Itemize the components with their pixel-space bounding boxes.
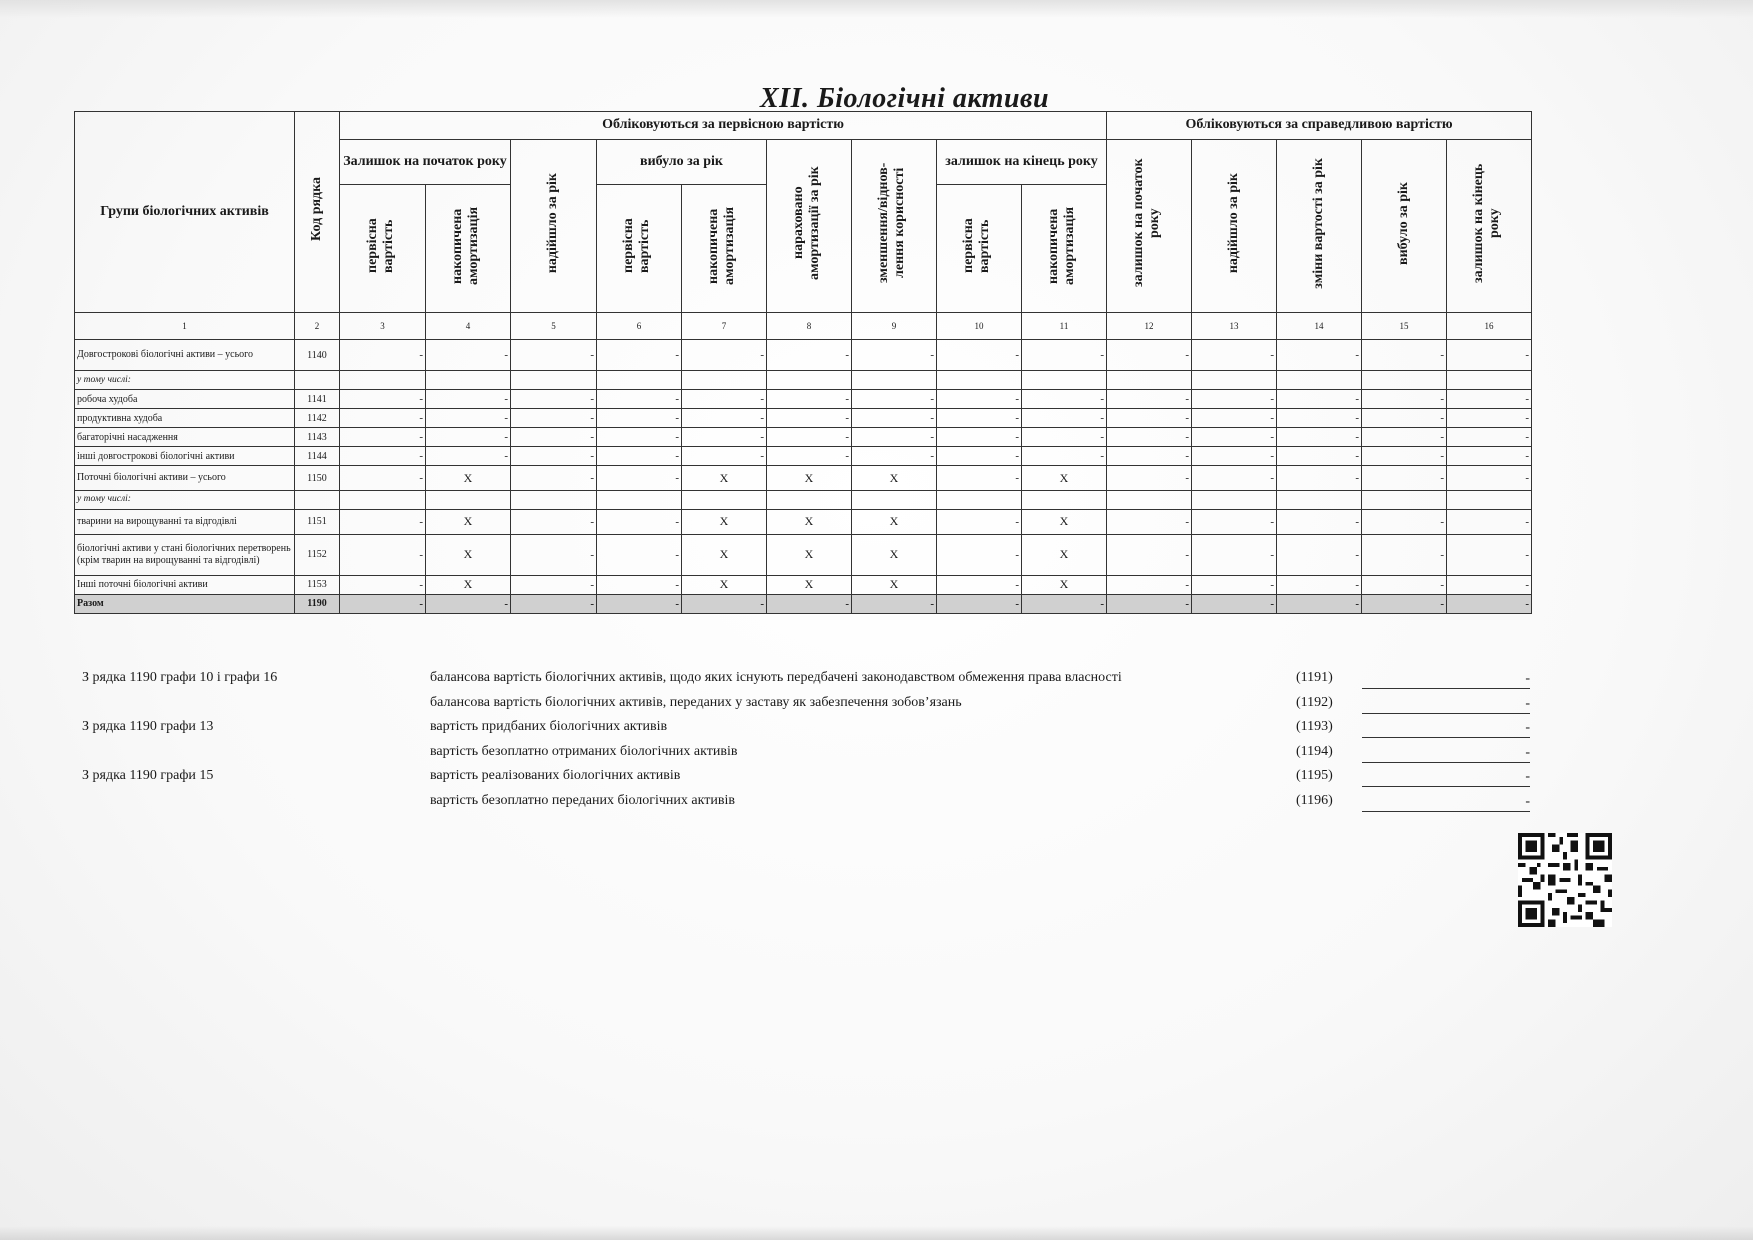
table-cell: - <box>1022 447 1107 466</box>
table-cell: - <box>1107 409 1192 428</box>
row-code: 1190 <box>295 594 340 613</box>
table-cell: - <box>426 428 511 447</box>
row-code <box>295 371 340 390</box>
table-cell: - <box>682 409 767 428</box>
note-row <box>82 744 1532 764</box>
header-fair-value: Обліковуються за справедливою вартістю <box>1107 112 1532 140</box>
table-cell: - <box>937 409 1022 428</box>
colnum: 14 <box>1277 313 1362 340</box>
table-cell: - <box>1192 509 1277 534</box>
header-impairment: зменшення/віднов-лення корисності <box>852 140 937 313</box>
table-cell: - <box>426 447 511 466</box>
page-title: XII. Біологічні активи <box>760 83 1050 114</box>
table-cell <box>340 371 426 390</box>
table-cell: - <box>1447 447 1532 466</box>
table-cell <box>852 490 937 509</box>
colnum: 9 <box>852 313 937 340</box>
table-cell: - <box>1362 409 1447 428</box>
table-cell <box>682 490 767 509</box>
colnum: 5 <box>511 313 597 340</box>
table-cell: - <box>1447 340 1532 371</box>
table-row <box>75 409 1532 428</box>
table-cell: Х <box>426 534 511 575</box>
row-label: тварини на вирощуванні та відгодівлі <box>75 509 295 534</box>
header-initial-value-start: первісна вартість <box>340 185 426 313</box>
table-row <box>75 509 1532 534</box>
table-cell: - <box>1107 575 1192 594</box>
table-cell: - <box>597 509 682 534</box>
table-cell: Х <box>852 534 937 575</box>
table-cell: - <box>597 575 682 594</box>
table-cell: - <box>1277 575 1362 594</box>
table-cell: - <box>682 447 767 466</box>
table-cell <box>1022 490 1107 509</box>
table-cell: - <box>767 390 852 409</box>
table-cell: - <box>1192 534 1277 575</box>
biological-assets-table <box>74 111 1532 614</box>
row-label: Поточні біологічні активи – усього <box>75 466 295 491</box>
header-disposed: вибуло за рік <box>597 140 767 185</box>
header-balance-start: Залишок на початок року <box>340 140 511 185</box>
table-cell: Х <box>426 466 511 491</box>
table-cell: - <box>1277 340 1362 371</box>
table-cell: - <box>1107 509 1192 534</box>
table-cell: - <box>426 409 511 428</box>
table-cell: - <box>852 594 937 613</box>
header-initial-cost: Обліковуються за первісною вартістю <box>340 112 1107 140</box>
colnum: 16 <box>1447 313 1532 340</box>
table-cell: - <box>511 509 597 534</box>
colnum: 8 <box>767 313 852 340</box>
colnum: 7 <box>682 313 767 340</box>
table-cell: - <box>767 594 852 613</box>
table-cell: - <box>1362 390 1447 409</box>
table-cell: - <box>1447 428 1532 447</box>
row-label: у тому числі: <box>75 371 295 390</box>
note-source: З рядка 1190 графи 10 і графи 16 <box>82 670 278 685</box>
table-cell: - <box>1447 594 1532 613</box>
table-cell: - <box>340 575 426 594</box>
table-row <box>75 575 1532 594</box>
row-code: 1152 <box>295 534 340 575</box>
table-cell: Х <box>426 575 511 594</box>
table-cell <box>937 371 1022 390</box>
note-description: вартість придбаних біологічних активів <box>430 719 668 734</box>
table-cell <box>767 490 852 509</box>
table-cell: - <box>852 340 937 371</box>
colnum: 15 <box>1362 313 1447 340</box>
table-cell: - <box>1022 390 1107 409</box>
table-cell: - <box>597 390 682 409</box>
table-cell: Х <box>1022 509 1107 534</box>
note-description: балансова вартість біологічних активів, переданих у заставу як забезпечення зобов’язань <box>430 694 962 710</box>
table-cell: - <box>511 390 597 409</box>
table-cell: - <box>597 466 682 491</box>
table-cell: - <box>1192 575 1277 594</box>
table-cell <box>1447 371 1532 390</box>
header-fv-balance-start: залишок на початок року <box>1107 140 1192 313</box>
table-row <box>75 447 1532 466</box>
table-row <box>75 390 1532 409</box>
table-cell: - <box>937 390 1022 409</box>
table-cell: - <box>340 428 426 447</box>
header-depreciation: нараховано амортизації за рік <box>767 140 852 313</box>
table-cell: Х <box>1022 575 1107 594</box>
table-cell: - <box>852 409 937 428</box>
table-cell: - <box>511 466 597 491</box>
note-value[interactable]: - <box>1362 744 1530 763</box>
row-label: Разом <box>75 594 295 613</box>
note-source: З рядка 1190 графи 15 <box>82 768 214 783</box>
table-row <box>75 340 1532 371</box>
table-cell: - <box>340 509 426 534</box>
table-cell <box>1362 490 1447 509</box>
table-cell: Х <box>852 509 937 534</box>
header-initial-value-end: первісна вартість <box>937 185 1022 313</box>
table-cell: - <box>1447 390 1532 409</box>
table-cell: - <box>1192 428 1277 447</box>
table-cell: - <box>682 340 767 371</box>
table-cell <box>1192 490 1277 509</box>
row-code: 1140 <box>295 340 340 371</box>
table-cell: - <box>597 428 682 447</box>
table-cell: - <box>767 409 852 428</box>
table-cell: - <box>1022 340 1107 371</box>
row-code: 1153 <box>295 575 340 594</box>
table-cell: - <box>1192 390 1277 409</box>
table-cell: - <box>1107 390 1192 409</box>
table-cell: - <box>1022 428 1107 447</box>
table-cell: - <box>767 340 852 371</box>
note-row <box>82 793 1532 813</box>
scan-shadow-bottom <box>0 1226 1753 1240</box>
table-cell: - <box>340 409 426 428</box>
note-row <box>82 695 1532 715</box>
table-cell: - <box>1362 447 1447 466</box>
table-cell: - <box>1447 534 1532 575</box>
header-initial-value-disposed: первісна вартість <box>597 185 682 313</box>
note-description: вартість реалізованих біологічних активів <box>430 768 681 783</box>
table-cell <box>1277 371 1362 390</box>
row-label: продуктивна худоба <box>75 409 295 428</box>
table-cell: - <box>340 390 426 409</box>
table-cell: Х <box>426 509 511 534</box>
table-cell: - <box>511 594 597 613</box>
table-cell: - <box>1362 534 1447 575</box>
table-cell <box>767 371 852 390</box>
table-cell: - <box>937 594 1022 613</box>
note-value[interactable]: - <box>1362 670 1530 689</box>
table-cell: - <box>1107 340 1192 371</box>
table-cell: - <box>1277 409 1362 428</box>
table-cell: - <box>1107 466 1192 491</box>
note-code: (1192) <box>1296 694 1333 710</box>
table-cell: - <box>597 340 682 371</box>
note-row <box>82 768 1532 788</box>
table-cell: - <box>767 447 852 466</box>
table-cell: - <box>1277 428 1362 447</box>
table-cell <box>340 490 426 509</box>
colnum: 3 <box>340 313 426 340</box>
row-label: Інші поточні біологічні активи <box>75 575 295 594</box>
table-cell: - <box>1277 509 1362 534</box>
table-cell: Х <box>682 534 767 575</box>
table-cell <box>937 490 1022 509</box>
column-numbers-row <box>75 313 1532 340</box>
table-cell <box>1107 490 1192 509</box>
row-code: 1141 <box>295 390 340 409</box>
colnum: 2 <box>295 313 340 340</box>
table-cell: - <box>682 390 767 409</box>
header-fv-received: надійшло за рік <box>1192 140 1277 313</box>
table-cell: - <box>852 428 937 447</box>
table-cell: - <box>597 594 682 613</box>
row-label: багаторічні насадження <box>75 428 295 447</box>
table-cell: - <box>1362 428 1447 447</box>
table-cell: - <box>937 340 1022 371</box>
table-cell: - <box>1107 534 1192 575</box>
scan-shadow-top <box>0 0 1753 18</box>
table-cell: - <box>1192 447 1277 466</box>
colnum: 6 <box>597 313 682 340</box>
table-cell <box>1277 490 1362 509</box>
table-cell <box>426 371 511 390</box>
header-accum-depr-disposed: накопичена амортизація <box>682 185 767 313</box>
row-code: 1144 <box>295 447 340 466</box>
table-cell <box>426 490 511 509</box>
table-cell: Х <box>767 534 852 575</box>
table-cell: - <box>1362 466 1447 491</box>
table-cell: - <box>852 447 937 466</box>
row-code: 1143 <box>295 428 340 447</box>
table-cell: - <box>511 428 597 447</box>
table-cell: - <box>511 534 597 575</box>
table-cell: - <box>426 340 511 371</box>
note-description: вартість безоплатно переданих біологічних активів <box>430 792 735 808</box>
table-cell: - <box>340 340 426 371</box>
table-cell: - <box>937 447 1022 466</box>
note-description: вартість безоплатно отриманих біологічних активів <box>430 743 738 759</box>
row-label: біологічні активи у стані біологічних перетворень (крім тварин на вирощуванні та відгодівлі) <box>75 534 295 575</box>
table-cell: - <box>1277 534 1362 575</box>
table-cell <box>511 371 597 390</box>
table-cell: - <box>1277 447 1362 466</box>
table-row <box>75 371 1532 390</box>
note-code: (1195) <box>1296 768 1333 783</box>
table-cell <box>852 371 937 390</box>
note-value[interactable]: - <box>1362 695 1530 714</box>
table-cell: - <box>1362 594 1447 613</box>
table-cell <box>1447 490 1532 509</box>
note-row <box>82 719 1532 739</box>
table-cell: - <box>340 534 426 575</box>
header-fv-disposed: вибуло за рік <box>1362 140 1447 313</box>
table-cell <box>511 490 597 509</box>
table-cell: - <box>1277 466 1362 491</box>
table-cell: Х <box>767 575 852 594</box>
note-description: балансова вартість біологічних активів, щодо яких існують передбачені законодавством обмеження права власності <box>430 670 1122 685</box>
table-cell: - <box>937 509 1022 534</box>
table-row <box>75 428 1532 447</box>
table-cell: - <box>1277 594 1362 613</box>
table-cell: - <box>1447 466 1532 491</box>
header-balance-end: залишок на кінець року <box>937 140 1107 185</box>
table-cell: - <box>852 390 937 409</box>
table-cell: Х <box>767 509 852 534</box>
table-cell: - <box>340 466 426 491</box>
table-cell <box>597 490 682 509</box>
table-cell: Х <box>1022 466 1107 491</box>
table-cell <box>597 371 682 390</box>
note-code: (1193) <box>1296 719 1333 734</box>
colnum: 1 <box>75 313 295 340</box>
table-cell: - <box>597 409 682 428</box>
table-cell: - <box>1277 390 1362 409</box>
note-code: (1194) <box>1296 743 1333 759</box>
table-cell: - <box>340 447 426 466</box>
note-value[interactable]: - <box>1362 719 1530 738</box>
colnum: 12 <box>1107 313 1192 340</box>
table-cell: - <box>1192 594 1277 613</box>
table-row <box>75 594 1532 613</box>
table-cell: Х <box>682 466 767 491</box>
note-value[interactable]: - <box>1362 793 1530 812</box>
table-row <box>75 490 1532 509</box>
table-cell: - <box>1447 409 1532 428</box>
table-cell: - <box>1362 575 1447 594</box>
table-cell: - <box>1192 340 1277 371</box>
header-code: Код рядка <box>295 112 340 313</box>
table-cell: Х <box>852 466 937 491</box>
table-cell: Х <box>767 466 852 491</box>
colnum: 11 <box>1022 313 1107 340</box>
table-cell: - <box>1022 409 1107 428</box>
row-label: у тому числі: <box>75 490 295 509</box>
table-cell: - <box>340 594 426 613</box>
note-source: З рядка 1190 графи 13 <box>82 719 214 734</box>
header-fv-changes: зміни вартості за рік <box>1277 140 1362 313</box>
table-cell: - <box>1362 340 1447 371</box>
row-label: робоча худоба <box>75 390 295 409</box>
header-groups: Групи біологічних активів <box>75 112 295 313</box>
table-cell: - <box>1192 409 1277 428</box>
table-cell: - <box>1107 447 1192 466</box>
colnum: 10 <box>937 313 1022 340</box>
table-cell: - <box>511 447 597 466</box>
table-cell: Х <box>682 575 767 594</box>
table-cell: - <box>511 340 597 371</box>
row-label: інші довгострокові біологічні активи <box>75 447 295 466</box>
table-cell: Х <box>1022 534 1107 575</box>
row-code: 1142 <box>295 409 340 428</box>
row-code <box>295 490 340 509</box>
table-cell: Х <box>682 509 767 534</box>
table-cell <box>682 371 767 390</box>
table-cell: Х <box>852 575 937 594</box>
table-cell <box>1362 371 1447 390</box>
table-cell: - <box>511 575 597 594</box>
note-code: (1191) <box>1296 670 1333 685</box>
table-cell: - <box>937 466 1022 491</box>
table-row <box>75 534 1532 575</box>
table-cell: - <box>1107 594 1192 613</box>
table-cell: - <box>767 428 852 447</box>
table-cell: - <box>426 390 511 409</box>
header-received: надійшло за рік <box>511 140 597 313</box>
table-cell: - <box>937 428 1022 447</box>
note-row <box>82 670 1532 690</box>
table-cell: - <box>937 575 1022 594</box>
header-accum-depr-start: накопичена амортизація <box>426 185 511 313</box>
table-cell: - <box>1107 428 1192 447</box>
table-cell: - <box>1362 509 1447 534</box>
table-cell <box>1022 371 1107 390</box>
table-cell: - <box>426 594 511 613</box>
table-cell: - <box>1192 466 1277 491</box>
table-cell: - <box>937 534 1022 575</box>
row-code: 1150 <box>295 466 340 491</box>
note-value[interactable]: - <box>1362 768 1530 787</box>
qr-code-icon <box>1518 833 1612 927</box>
row-label: Довгострокові біологічні активи – усього <box>75 340 295 371</box>
table-cell <box>1192 371 1277 390</box>
note-code: (1196) <box>1296 792 1333 808</box>
table-cell: - <box>597 447 682 466</box>
table-cell: - <box>1447 509 1532 534</box>
colnum: 13 <box>1192 313 1277 340</box>
table-cell: - <box>597 534 682 575</box>
table-cell: - <box>682 428 767 447</box>
table-cell: - <box>682 594 767 613</box>
header-fv-balance-end: залишок на кінець року <box>1447 140 1532 313</box>
table-cell: - <box>511 409 597 428</box>
colnum: 4 <box>426 313 511 340</box>
row-code: 1151 <box>295 509 340 534</box>
table-cell: - <box>1447 575 1532 594</box>
table-row <box>75 466 1532 491</box>
table-cell <box>1107 371 1192 390</box>
table-cell: - <box>1022 594 1107 613</box>
header-accum-depr-end: накопичена амортизація <box>1022 185 1107 313</box>
